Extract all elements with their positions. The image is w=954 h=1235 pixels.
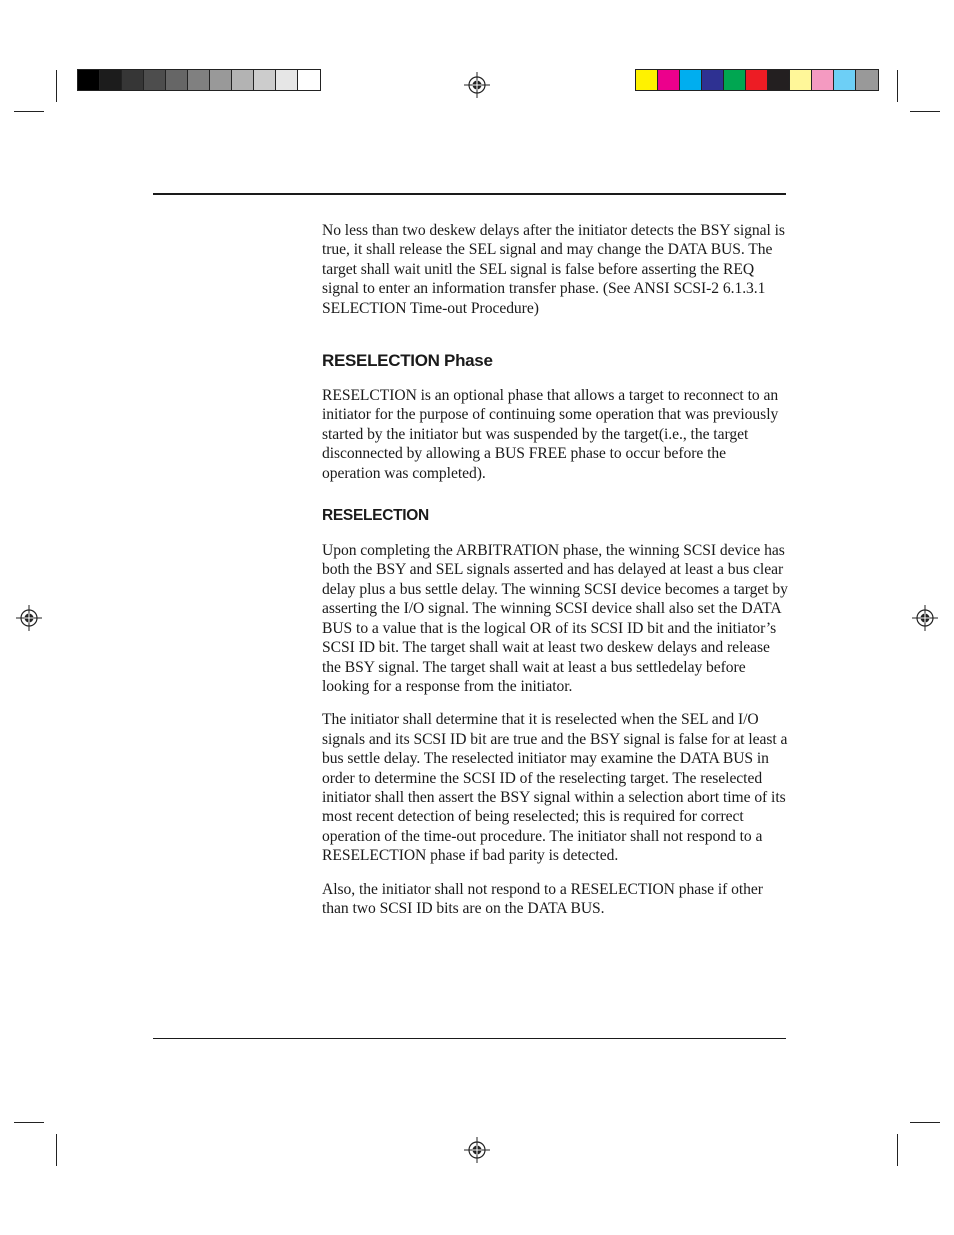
process-color-swatch xyxy=(724,70,746,90)
registration-mark-right-icon xyxy=(912,605,938,631)
process-color-swatch xyxy=(856,70,878,90)
page-body xyxy=(322,221,788,918)
process-color-swatch xyxy=(658,70,680,90)
crop-mark-top-left-horizontal xyxy=(14,111,44,112)
grayscale-swatch xyxy=(122,70,144,90)
process-color-swatch xyxy=(680,70,702,90)
process-color-swatch xyxy=(834,70,856,90)
crop-mark-top-left-vertical xyxy=(56,70,57,102)
grayscale-swatch xyxy=(100,70,122,90)
paragraph-reselection-overview: RESELCTION is an optional phase that allows a target to reconnect to an initiator for the purpose of continuing some operation that was previously started by the initiator but was suspended by the target(i.e., the target disconnected by allowing a BUS FREE phase to occur before the operation was completed). xyxy=(322,387,779,482)
process-color-swatch xyxy=(768,70,790,90)
footer-rule xyxy=(153,1038,786,1039)
process-color-swatch xyxy=(790,70,812,90)
crop-mark-top-right-horizontal xyxy=(910,111,940,112)
crop-mark-top-right-vertical xyxy=(897,70,898,102)
crop-mark-bottom-left-horizontal xyxy=(14,1122,44,1123)
process-color-swatch xyxy=(636,70,658,90)
heading-reselection: RESELECTION xyxy=(322,507,429,525)
crop-mark-bottom-left-vertical xyxy=(56,1134,57,1166)
paragraph-selection-release: No less than two deskew delays after the initiator detects the BSY signal is true, it shall release the SEL signal and may change the DATA BUS. The target shall wait unitl the SEL signal is false before asserting the REQ signal to enter an information transfer phase. (See ANSI SCSI-2 6.1.3.1 SELECTION Time-out Procedure) xyxy=(322,222,785,317)
crop-mark-bottom-right-vertical xyxy=(897,1134,898,1166)
grayscale-swatch xyxy=(210,70,232,90)
heading-reselection-phase: RESELECTION Phase xyxy=(322,351,493,371)
process-color-swatch xyxy=(746,70,768,90)
paragraph-reselection-target: Upon completing the ARBITRATION phase, the winning SCSI device has both the BSY and SEL signals asserted and has delayed at least a bus clear delay plus a bus settle delay. The winning SCSI device becomes a target by asserting the I/O signal. The winning SCSI device shall also set the DATA BUS to a value that is the logical OR of its SCSI ID bit and the initiator’s SCSI ID bit. The target shall wait at least two deskew delays and release the BSY signal. The target shall wait at least a bus settledelay before looking for a response from the initiator. xyxy=(322,542,788,695)
process-color-swatch xyxy=(812,70,834,90)
process-color-swatch xyxy=(702,70,724,90)
grayscale-swatch xyxy=(276,70,298,90)
paragraph-reselection-initiator: The initiator shall determine that it is reselected when the SEL and I/O signals and its SCSI ID bit are true and the BSY signal is false for at least a bus settle delay. The reselected initiator may examine the DATA BUS in order to determine the SCSI ID of the reselecting target. The reselected initiator shall then assert the BSY signal within a selection abort time of its most recent detection of being reselected; this is required for correct operation of the time-out procedure. The initiator shall not respond to a RESELECTION phase if bad parity is detected. xyxy=(322,711,788,865)
header-rule xyxy=(153,193,786,195)
registration-mark-top-icon xyxy=(464,72,490,98)
registration-mark-bottom-icon xyxy=(464,1137,490,1163)
grayscale-swatch xyxy=(298,70,320,90)
process-color-bar xyxy=(635,69,879,91)
paragraph-reselection-scsi-id: Also, the initiator shall not respond to a RESELECTION phase if other than two SCSI ID bits are on the DATA BUS. xyxy=(322,880,763,917)
grayscale-swatch xyxy=(166,70,188,90)
registration-mark-left-icon xyxy=(16,605,42,631)
crop-mark-bottom-right-horizontal xyxy=(910,1122,940,1123)
grayscale-swatch xyxy=(78,70,100,90)
grayscale-swatch xyxy=(188,70,210,90)
grayscale-color-bar xyxy=(77,69,321,91)
grayscale-swatch xyxy=(254,70,276,90)
grayscale-swatch xyxy=(232,70,254,90)
grayscale-swatch xyxy=(144,70,166,90)
